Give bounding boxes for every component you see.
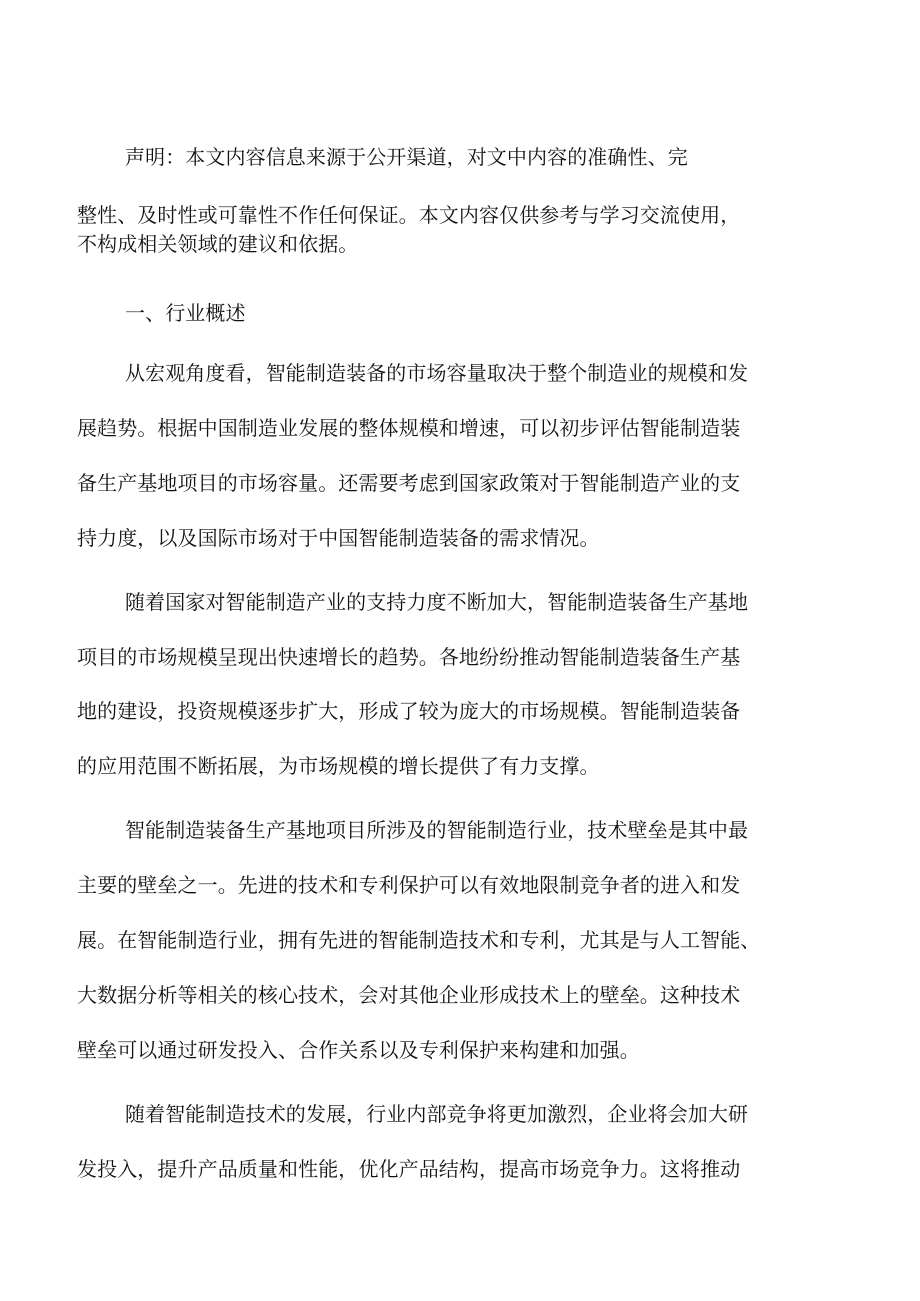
paragraph-2-line-2: 项目的市场规模呈现出快速增长的趋势。各地纷纷推动智能制造装备生产基: [77, 645, 741, 669]
paragraph-2-line-1: 随着国家对智能制造产业的支持力度不断加大，智能制造装备生产基地: [125, 590, 749, 614]
disclaimer-line-1: 声明：本文内容信息来源于公开渠道，对文中内容的准确性、完: [125, 145, 688, 169]
paragraph-4-line-2: 发投入，提升产品质量和性能，优化产品结构，提高市场竞争力。这将推动: [77, 1157, 741, 1181]
paragraph-1-line-3: 备生产基地项目的市场容量。还需要考虑到国家政策对于智能制造产业的支: [77, 471, 741, 495]
paragraph-4-line-1: 随着智能制造技术的发展，行业内部竞争将更加激烈，企业将会加大研: [125, 1102, 749, 1126]
paragraph-1-line-2: 展趋势。根据中国制造业发展的整体规模和增速，可以初步评估智能制造装: [77, 416, 741, 440]
paragraph-3-line-5: 壁垒可以通过研发投入、合作关系以及专利保护来构建和加强。: [77, 1038, 640, 1062]
paragraph-2-line-4: 的应用范围不断拓展，为市场规模的增长提供了有力支撑。: [77, 754, 600, 778]
disclaimer-line-2: 整性、及时性或可靠性不作任何保证。本文内容仅供参考与学习交流使用，: [77, 203, 741, 227]
section-heading: 一、行业概述: [125, 301, 246, 325]
paragraph-1-line-4: 持力度，以及国际市场对于中国智能制造装备的需求情况。: [77, 526, 600, 550]
paragraph-3-line-1: 智能制造装备生产基地项目所涉及的智能制造行业，技术壁垒是其中最: [125, 818, 749, 842]
paragraph-1-line-1: 从宏观角度看，智能制造装备的市场容量取决于整个制造业的规模和发: [125, 361, 749, 385]
paragraph-3-line-3: 展。在智能制造行业，拥有先进的智能制造技术和专利，尤其是与人工智能、: [77, 928, 761, 952]
paragraph-3-line-4: 大数据分析等相关的核心技术，会对其他企业形成技术上的壁垒。这种技术: [77, 983, 741, 1007]
disclaimer-line-3: 不构成相关领域的建议和依据。: [77, 232, 359, 256]
paragraph-2-line-3: 地的建设，投资规模逐步扩大，形成了较为庞大的市场规模。智能制造装备: [77, 699, 741, 723]
paragraph-3-line-2: 主要的壁垒之一。先进的技术和专利保护可以有效地限制竞争者的进入和发: [77, 873, 741, 897]
